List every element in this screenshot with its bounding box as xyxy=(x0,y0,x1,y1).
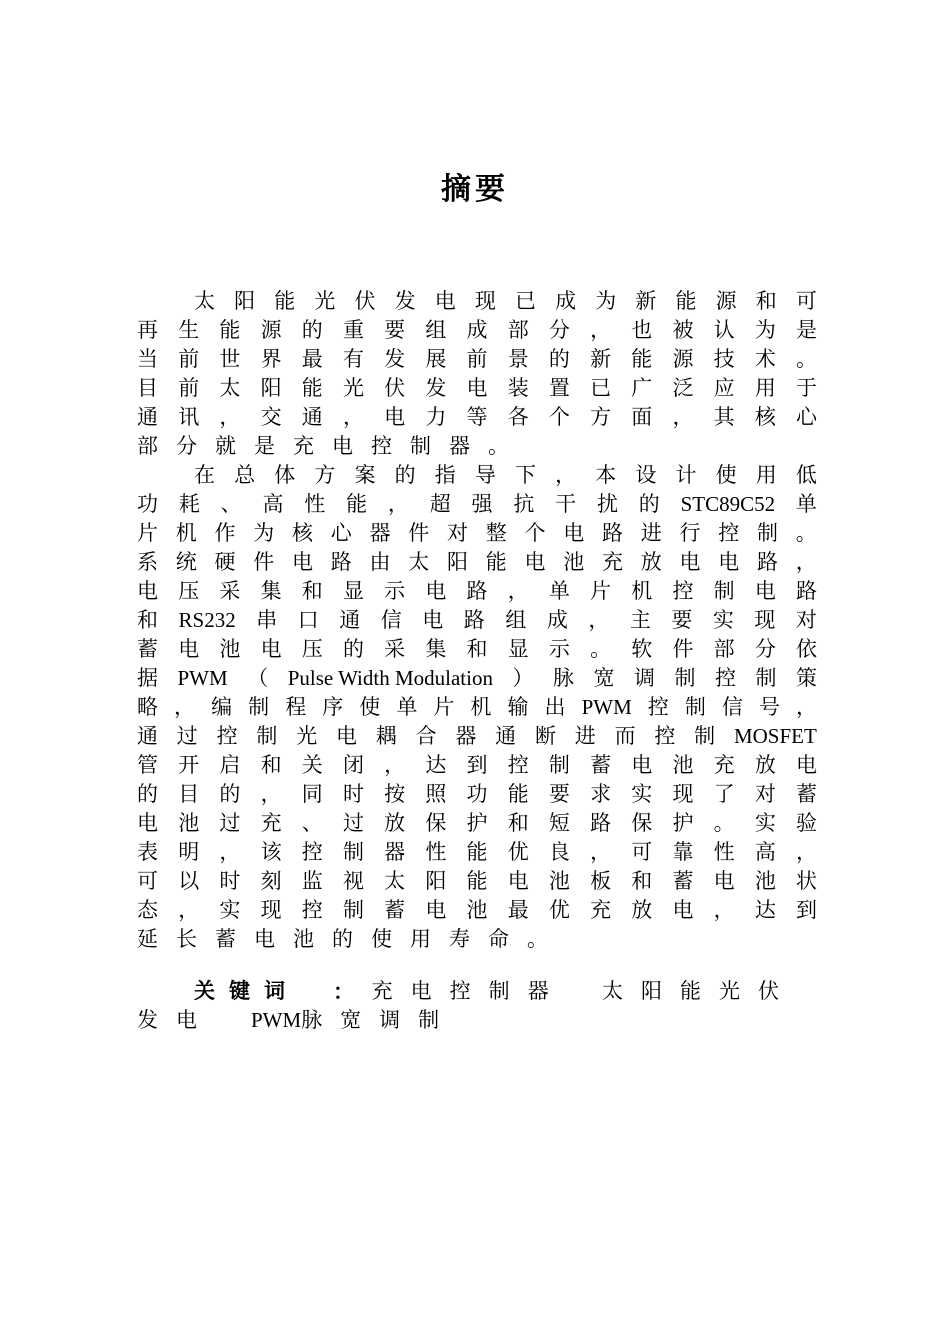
abstract-line: 当 前 世 界 最 有 发 展 前 景 的 新 能 源 技 术 。 xyxy=(137,347,817,371)
abstract-line: 系 统 硬 件 电 路 由 太 阳 能 电 池 充 放 电 电 路 ， xyxy=(137,550,817,574)
keyword-solar-pv-part1: 太阳能光伏 xyxy=(602,979,797,1003)
keywords-block xyxy=(137,977,797,1035)
keywords-label: 关键词 xyxy=(194,979,299,1003)
abstract-line: 再 生 能 源 的 重 要 组 成 部 分 ， 也 被 认 为 是 xyxy=(137,318,817,342)
keyword-pwm-cjk: 脉宽调制 xyxy=(301,1008,458,1032)
abstract-line: 通 讯 ， 交 通 ， 电 力 等 各 个 方 面 ， 其 核 心 xyxy=(137,405,817,429)
keywords-line-2 xyxy=(137,1006,797,1035)
abstract-line: 管 开 启 和 关 闭 ， 达 到 控 制 蓄 电 池 充 放 电 xyxy=(137,753,817,777)
page-title: 摘要 xyxy=(441,172,509,207)
abstract-line: 在 总 体 方 案 的 指 导 下 ， 本 设 计 使 用 低 xyxy=(194,463,817,487)
abstract-line: 太 阳 能 光 伏 发 电 现 已 成 为 新 能 源 和 可 xyxy=(194,289,817,313)
abstract-line: 蓄 电 池 电 压 的 采 集 和 显 示 。 软 件 部 分 依 xyxy=(137,637,817,661)
abstract-line: 通 过 控 制 光 电 耦 合 器 通 断 进 而 控 制 MOSFET xyxy=(137,724,817,748)
abstract-line: 表 明 ， 该 控 制 器 性 能 优 良 ， 可 靠 性 高 ， xyxy=(137,840,817,864)
abstract-line: 可 以 时 刻 监 视 太 阳 能 电 池 板 和 蓄 电 池 状 xyxy=(137,869,817,893)
abstract-line: 延 长 蓄 电 池 的 使 用 寿 命 。 xyxy=(137,927,548,951)
abstract-line: 电 池 过 充 、 过 放 保 护 和 短 路 保 护 。 实 验 xyxy=(137,811,817,835)
abstract-line: 的 目 的 ， 同 时 按 照 功 能 要 求 实 现 了 对 蓄 xyxy=(137,782,817,806)
keyword-solar-pv-part2: 发电 xyxy=(137,1008,215,1032)
abstract-line: 片 机 作 为 核 心 器 件 对 整 个 电 路 进 行 控 制 。 xyxy=(137,521,817,545)
abstract-line: 和 RS232 串 口 通 信 电 路 组 成 ， 主 要 实 现 对 xyxy=(137,608,817,632)
abstract-line: 电 压 采 集 和 显 示 电 路 ， 单 片 机 控 制 电 路 xyxy=(137,579,817,603)
abstract-line: 略 ， 编 制 程 序 使 单 片 机 输 出 PWM 控 制 信 号 ， xyxy=(137,695,817,719)
abstract-line: 功 耗 、 高 性 能 ， 超 强 抗 干 扰 的 STC89C52 单 xyxy=(137,492,817,516)
keywords-line-1 xyxy=(137,977,797,1006)
abstract-body xyxy=(137,287,817,954)
keywords-colon: ： xyxy=(333,979,354,1004)
abstract-line: 部 分 就 是 充 电 控 制 器 。 xyxy=(137,434,509,458)
keyword-pwm-latin: PWM xyxy=(251,1008,302,1032)
abstract-line: 目 前 太 阳 能 光 伏 发 电 装 置 已 广 泛 应 用 于 xyxy=(137,376,817,400)
keyword-charge-controller: 充电控制器 xyxy=(371,979,567,1003)
abstract-line: 态 ， 实 现 控 制 蓄 电 池 最 优 充 放 电 ， 达 到 xyxy=(137,898,817,922)
abstract-line: 据 PWM （ Pulse Width Modulation ） 脉 宽 调 制 控 制 策 xyxy=(137,666,817,690)
